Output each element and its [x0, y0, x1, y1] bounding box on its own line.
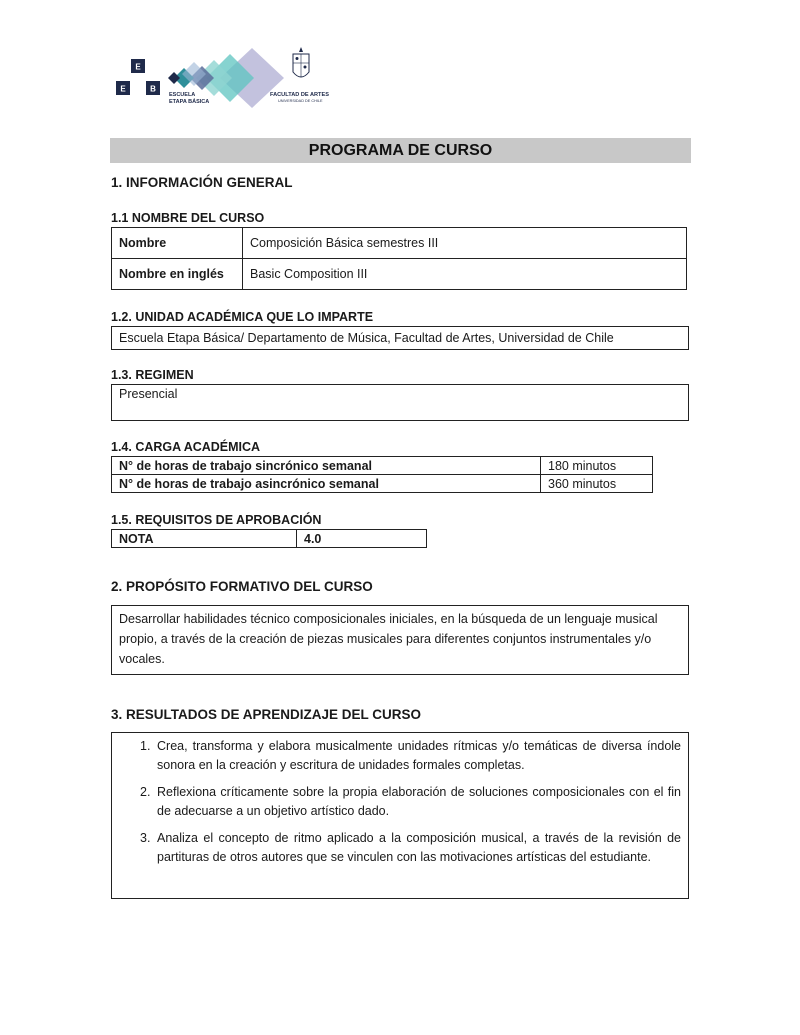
faculty-name: FACULTAD DE ARTES	[270, 92, 329, 98]
table-row	[112, 259, 687, 290]
workload-table	[111, 456, 653, 493]
outcome-number: 3.	[140, 831, 151, 845]
page-title: PROGRAMA DE CURSO	[110, 138, 691, 163]
logo-letter-1: E	[135, 62, 141, 72]
approval-table	[111, 529, 427, 548]
table-row	[112, 457, 653, 475]
outcome-number: 1.	[140, 739, 151, 753]
logo-letter-2: E	[120, 84, 126, 94]
outcome-text: Analiza el concepto de ritmo aplicado a la composición musical, a través de la revisión de partituras de otros autores que se vinculen con las motivaciones artísticas del estudiante.	[157, 831, 681, 864]
grade-value: 4.0	[297, 530, 427, 548]
async-hours-label: N° de horas de trabajo asincrónico semanal	[112, 475, 541, 493]
section1-heading: 1. INFORMACIÓN GENERAL	[111, 175, 293, 190]
async-hours-value: 360 minutos	[541, 475, 653, 493]
list-item	[112, 783, 688, 821]
list-item	[112, 829, 688, 867]
course-name-english-value: Basic Composition III	[243, 259, 687, 290]
logo-letter-3: B	[150, 84, 156, 94]
school-name-line2: ETAPA BÁSICA	[169, 99, 210, 105]
course-name-table	[111, 227, 687, 290]
formative-purpose-text: Desarrollar habilidades técnico composicionales iniciales, en la búsqueda de un lenguaje musical propio, a través de la creación de piezas musicales para diferentes conjuntos instrumentales y/o vocales.	[111, 605, 689, 675]
university-seal-icon	[293, 47, 309, 77]
section3-heading: 3. RESULTADOS DE APRENDIZAJE DEL CURSO	[111, 707, 422, 722]
university-name: UNIVERSIDAD DE CHILE	[278, 99, 323, 103]
outcome-text: Crea, transforma y elabora musicalmente unidades rítmicas y/o temáticas de diversa índole sonora en la creación y escritura de unidades formales completas.	[157, 739, 681, 772]
table-row	[112, 475, 653, 493]
course-name-english-label: Nombre en inglés	[112, 259, 243, 290]
list-item	[112, 737, 688, 775]
academic-unit-value: Escuela Etapa Básica/ Departamento de Música, Facultad de Artes, Universidad de Chile	[111, 326, 689, 350]
outcome-text: Reflexiona críticamente sobre la propia elaboración de soluciones composicionales con el fin de adecuarse a un objetivo artístico dado.	[157, 785, 681, 818]
table-row	[112, 228, 687, 259]
section2-heading: 2. PROPÓSITO FORMATIVO DEL CURSO	[111, 579, 373, 594]
header-logo	[112, 44, 342, 110]
course-name-heading: 1.1 NOMBRE DEL CURSO	[111, 211, 265, 225]
outcome-number: 2.	[140, 785, 151, 799]
table-row	[112, 530, 427, 548]
sync-hours-value: 180 minutos	[541, 457, 653, 475]
course-name-value: Composición Básica semestres III	[243, 228, 687, 259]
sync-hours-label: N° de horas de trabajo sincrónico semanal	[112, 457, 541, 475]
regime-heading: 1.3. REGIMEN	[111, 368, 194, 382]
approval-heading: 1.5. REQUISITOS DE APROBACIÓN	[111, 513, 322, 527]
workload-heading: 1.4. CARGA ACADÉMICA	[111, 440, 261, 454]
academic-unit-heading: 1.2. UNIDAD ACADÉMICA QUE LO IMPARTE	[111, 310, 374, 324]
school-name-line1: ESCUELA	[169, 92, 196, 98]
grade-label: NOTA	[112, 530, 297, 548]
regime-value: Presencial	[111, 384, 689, 421]
course-name-label: Nombre	[112, 228, 243, 259]
learning-outcomes-box	[111, 732, 689, 899]
learning-outcomes-list	[112, 737, 688, 867]
